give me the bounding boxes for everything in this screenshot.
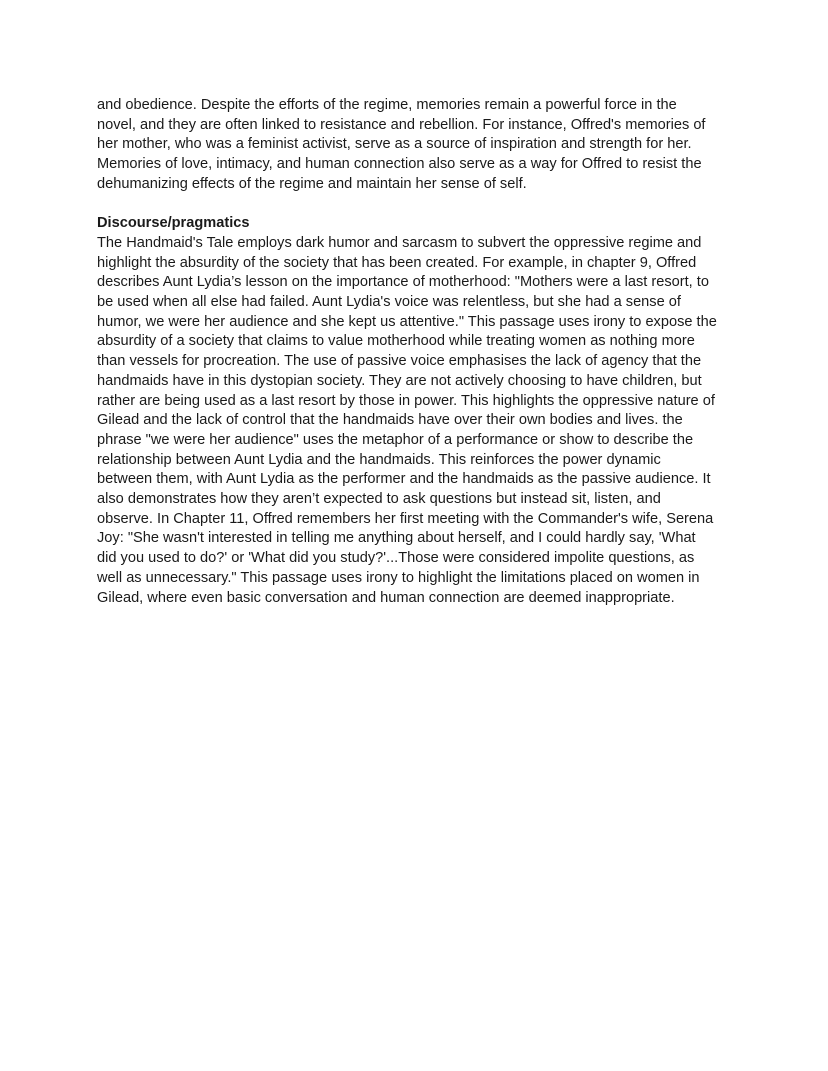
- text-line: highlight the absurdity of the society that has been created. For example, in chapter 9, Offred: [97, 254, 697, 271]
- text-line: rather are being used as a last resort by those in power. This highlights the oppressive nature of: [97, 392, 715, 409]
- text-line: well as unnecessary." This passage uses irony to highlight the limitations placed on women in: [97, 569, 700, 586]
- text-line: Gilead, where even basic conversation and human connection are deemed inappropriate.: [97, 589, 675, 606]
- text-line: and obedience. Despite the efforts of the regime, memories remain a powerful force in the: [97, 97, 677, 113]
- text-line: The Handmaid's Tale employs dark humor and sarcasm to subvert the oppressive regime and: [97, 234, 702, 251]
- text-line: be used when all else had failed. Aunt Lydia's voice was relentless, but she had a sense of: [97, 294, 681, 311]
- section-heading: Discourse/pragmatics: [97, 215, 250, 232]
- text-line: observe. In Chapter 11, Offred remembers her first meeting with the Commander's wife, Serena: [97, 510, 714, 527]
- paragraph-discourse: [97, 234, 737, 608]
- text-line: absurdity of a society that claims to value motherhood while treating women as nothing more: [97, 333, 695, 350]
- text-line: relationship between Aunt Lydia and the handmaids. This reinforces the power dynamic: [97, 451, 661, 468]
- text-line: phrase "we were her audience" uses the metaphor of a performance or show to describe the: [97, 431, 694, 448]
- text-line: her mother, who was a feminist activist, serve as a source of inspiration and strength for her.: [97, 136, 692, 153]
- text-line: novel, and they are often linked to resistance and rebellion. For instance, Offred's memories of: [97, 116, 706, 133]
- text-line: between them, with Aunt Lydia as the performer and the handmaids as the passive audience. It: [97, 471, 711, 488]
- text-line: Gilead and the lack of control that the handmaids have over their own bodies and lives. the: [97, 412, 683, 429]
- paragraph-spacer: [97, 195, 737, 215]
- text-line: Memories of love, intimacy, and human connection also serve as a way for Offred to resist the: [97, 156, 702, 173]
- text-line: handmaids have in this dystopian society. They are not actively choosing to have children, but: [97, 372, 702, 389]
- text-line: also demonstrates how they aren’t expected to ask questions but instead sit, listen, and: [97, 491, 661, 508]
- text-line: Joy: "She wasn't interested in telling me anything about herself, and I could hardly say, 'What: [97, 530, 696, 547]
- text-line: humor, we were her audience and she kept us attentive." This passage uses irony to expose the: [97, 313, 717, 330]
- document-page: [97, 96, 737, 608]
- text-line: than vessels for procreation. The use of passive voice emphasises the lack of agency that the: [97, 353, 702, 370]
- text-line: dehumanizing effects of the regime and maintain her sense of self.: [97, 175, 527, 192]
- paragraph-memories: [97, 96, 737, 195]
- text-line: describes Aunt Lydia’s lesson on the importance of motherhood: "Mothers were a last resort, to: [97, 274, 709, 291]
- text-line: did you used to do?' or 'What did you study?'...Those were considered impolite questions, as: [97, 550, 695, 567]
